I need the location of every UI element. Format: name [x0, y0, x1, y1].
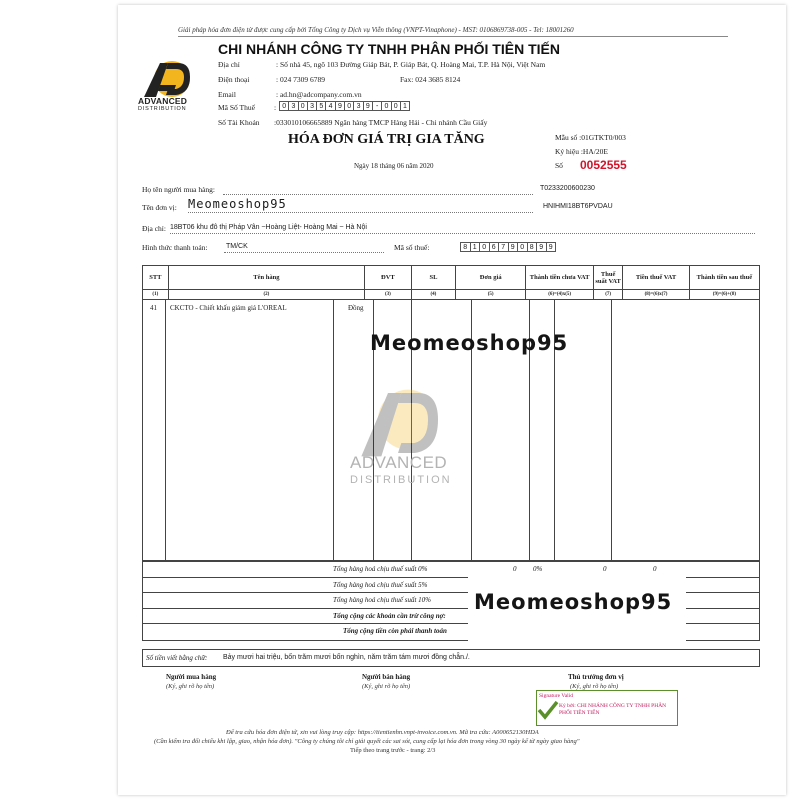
column-header-4: Đơn giá	[456, 266, 526, 290]
phone-label: Điện thoại	[218, 75, 250, 84]
company-tax-digit: 0	[298, 101, 308, 111]
head-signature-note: (Ký, ghi rõ họ tên)	[570, 683, 619, 690]
column-index-3: (4)	[411, 290, 455, 300]
buyer-signature-title: Người mua hàng	[166, 673, 217, 681]
buyer-address-label: Địa chỉ:	[142, 224, 166, 233]
check-icon	[537, 700, 559, 720]
company-tax-digit: 3	[307, 101, 317, 111]
buyer-tax-digit: 7	[498, 242, 509, 252]
total-0-pre: 0	[513, 565, 517, 573]
total-10-label: Tổng hàng hoá chịu thuế suất 10%	[333, 596, 431, 604]
digital-signature-box	[536, 690, 678, 726]
company-tax-digit: 0	[279, 101, 289, 111]
buyer-tax-digit: 9	[546, 242, 557, 252]
item-name: CKCTO - Chiết khấu giảm giá L'OREAL	[170, 304, 287, 312]
column-index-4: (5)	[456, 290, 526, 300]
total-0-label: Tổng hàng hoá chịu thuế suất 0%	[333, 565, 428, 573]
item-stt: 41	[150, 304, 157, 312]
column-header-6: Thuế suất VAT	[594, 266, 623, 290]
column-header-3: SL	[411, 266, 455, 290]
column-index-5: (6)=(4)x(5)	[526, 290, 594, 300]
company-tax-digit: 0	[344, 101, 354, 111]
deduct-label: Tổng cộng các khoản cần trừ công nợ:	[333, 611, 446, 620]
company-phone: : 024 7309 6789	[276, 75, 325, 84]
buyer-tax-digit: 0	[517, 242, 528, 252]
buyer-address-line	[170, 233, 755, 234]
buyer-tax-digit: 0	[479, 242, 490, 252]
company-tax-code	[279, 101, 409, 111]
seller-signature-note: (Ký, ghi rõ họ tên)	[362, 683, 411, 690]
words-value: Bảy mươi hai triệu, bốn trăm mươi bốn nghìn, năm trăm tám mươi đồng chẵn./.	[223, 654, 470, 661]
logo-text-distribution: DISTRIBUTION	[138, 106, 187, 112]
tax-colon: :	[274, 103, 277, 112]
tax-label: Mã Số Thuế	[218, 103, 255, 112]
total-5-label: Tổng hàng hoá chịu thuế suất 5%	[333, 580, 428, 589]
column-header-0: STT	[143, 266, 169, 290]
unit-code: HNIHMI18BT6PVDAU	[543, 203, 613, 210]
invoice-symbol: Ký hiệu :HA/20E	[555, 147, 608, 156]
column-index-8: (9)=(6)+(8)	[689, 290, 759, 300]
footer-page: Tiếp theo trang trước - trang: 2/3	[350, 747, 436, 754]
signature-valid: Signature Valid	[539, 693, 573, 699]
watermark-advanced: ADVANCED	[350, 453, 448, 472]
words-label: Số tiền viết bằng chữ:	[146, 654, 208, 662]
watermark-shop-text-2: Meomeoshop95	[474, 590, 673, 614]
watermark-distribution: DISTRIBUTION	[350, 474, 452, 486]
company-address: : Số nhà 45, ngõ 103 Đường Giáp Bát, P. Giáp Bát, Q. Hoàng Mai, T.P. Hà Nội, Việt Nam	[276, 60, 546, 69]
buyer-tax-digit: 6	[489, 242, 500, 252]
buyer-tax-digit: 1	[470, 242, 481, 252]
column-index-0: (1)	[143, 290, 169, 300]
company-name: CHI NHÁNH CÔNG TY TNHH PHÂN PHỐI TIÊN TIẾN	[218, 41, 560, 57]
company-email: : ad.hn@adcompany.com.vn	[276, 90, 362, 99]
invoice-number-label: Số	[555, 161, 563, 170]
column-index-7: (8)=(6)x(7)	[623, 290, 690, 300]
unit-label: Tên đơn vị:	[142, 203, 177, 212]
total-0-tax: 0	[603, 565, 607, 573]
buyer-tax-digit: 8	[460, 242, 471, 252]
company-account: :033010106665889 Ngân hàng TMCP Hàng Hải - Chi nhánh Cầu Giấy	[274, 118, 488, 127]
buyer-tax-digit: 9	[536, 242, 547, 252]
payment-value: TM/CK	[226, 243, 248, 250]
total-0-after: 0	[653, 565, 657, 573]
company-tax-digit: 9	[335, 101, 345, 111]
buyer-tax-label: Mã số thuế:	[394, 243, 430, 252]
company-tax-digit: 3	[288, 101, 298, 111]
pay-label: Tổng cộng tiền còn phải thanh toán	[343, 627, 447, 635]
buyer-address: 18BT06 khu đô thị Pháp Vân ~Hoàng Liệt- Hoàng Mai ~ Hà Nội	[170, 224, 367, 231]
head-signature-title: Thủ trưởng đơn vị	[568, 673, 624, 681]
watermark-shop-text-1: Meomeoshop95	[370, 331, 569, 355]
column-header-1: Tên hàng	[168, 266, 364, 290]
company-tax-digit: 0	[391, 101, 401, 111]
column-header-7: Tiền thuế VAT	[623, 266, 690, 290]
company-fax: Fax: 024 3685 8124	[400, 75, 461, 84]
payment-label: Hình thức thanh toán:	[142, 243, 208, 252]
buyer-name-label: Họ tên người mua hàng:	[142, 185, 216, 194]
buyer-name-line	[223, 194, 533, 195]
column-header-8: Thành tiền sau thuế	[689, 266, 759, 290]
column-index-6: (7)	[594, 290, 623, 300]
invoice-code: T0233200600230	[540, 185, 595, 192]
footer-lookup: Để tra cứu hóa đơn điện tử, xin vui lòng truy cập: https://tientienhn.vnpt-invoice.com.vn. Mã tra cứu: A000652130HDA	[226, 729, 539, 736]
company-tax-digit: 1	[400, 101, 410, 111]
invoice-date: Ngày 18 tháng 06 năm 2020	[354, 162, 434, 170]
buyer-tax-code	[460, 242, 555, 252]
amount-in-words	[142, 649, 760, 667]
invoice-template: Mẫu số :01GTKT0/003	[555, 133, 626, 142]
invoice-title: HÓA ĐƠN GIÁ TRỊ GIA TĂNG	[288, 132, 485, 147]
unit-value: Meomeoshop95	[188, 197, 287, 211]
column-index-2: (3)	[365, 290, 412, 300]
total-0-rate: 0%	[533, 565, 543, 573]
column-header-5: Thành tiền chưa VAT	[526, 266, 594, 290]
company-tax-digit: 4	[325, 101, 335, 111]
company-tax-digit: -	[372, 101, 382, 111]
payment-line	[224, 252, 384, 253]
company-tax-digit: 3	[353, 101, 363, 111]
buyer-signature-note: (Ký, ghi rõ họ tên)	[166, 683, 215, 690]
invoice-number: 0052555	[580, 158, 627, 172]
provider-note: Giải pháp hóa đơn điện tử được cung cấp bởi Tổng Công ty Dịch vụ Viễn thông (VNPT-Vinaphone) - MST: 0106869738-005 - Tel: 18001260	[178, 26, 574, 34]
signed-by: Ký bởi: CHI NHÁNH CÔNG TY TNHH PHÂN PHỐI TIÊN TIẾN	[559, 703, 667, 716]
item-unit: Đồng	[348, 304, 364, 312]
items-table-header	[142, 265, 760, 300]
seller-signature-title: Người bán hàng	[362, 673, 411, 681]
footer-note: (Cần kiểm tra đối chiếu khi lập, giao, nhận hóa đơn). "Công ty chúng tôi chỉ giải quyết các sai sót, cung cấp lại hóa đơn trong vòng 30 ngày kể từ ngày giao hàng"	[154, 738, 580, 745]
invoice-page	[118, 5, 786, 795]
company-tax-digit: 9	[363, 101, 373, 111]
buyer-tax-digit: 8	[527, 242, 538, 252]
company-tax-digit: 0	[381, 101, 391, 111]
company-tax-digit: 5	[316, 101, 326, 111]
account-label: Số Tài Khoản	[218, 118, 260, 127]
column-index-1: (2)	[168, 290, 364, 300]
buyer-tax-digit: 9	[508, 242, 519, 252]
address-label: Địa chỉ	[218, 60, 240, 69]
logo-text-advanced: ADVANCED	[138, 96, 188, 106]
header-divider	[178, 36, 728, 37]
total-0-row	[143, 562, 759, 578]
unit-line	[188, 212, 533, 213]
email-label: Email	[218, 90, 236, 99]
column-header-2: ĐVT	[365, 266, 412, 290]
watermark-logo	[348, 383, 448, 463]
